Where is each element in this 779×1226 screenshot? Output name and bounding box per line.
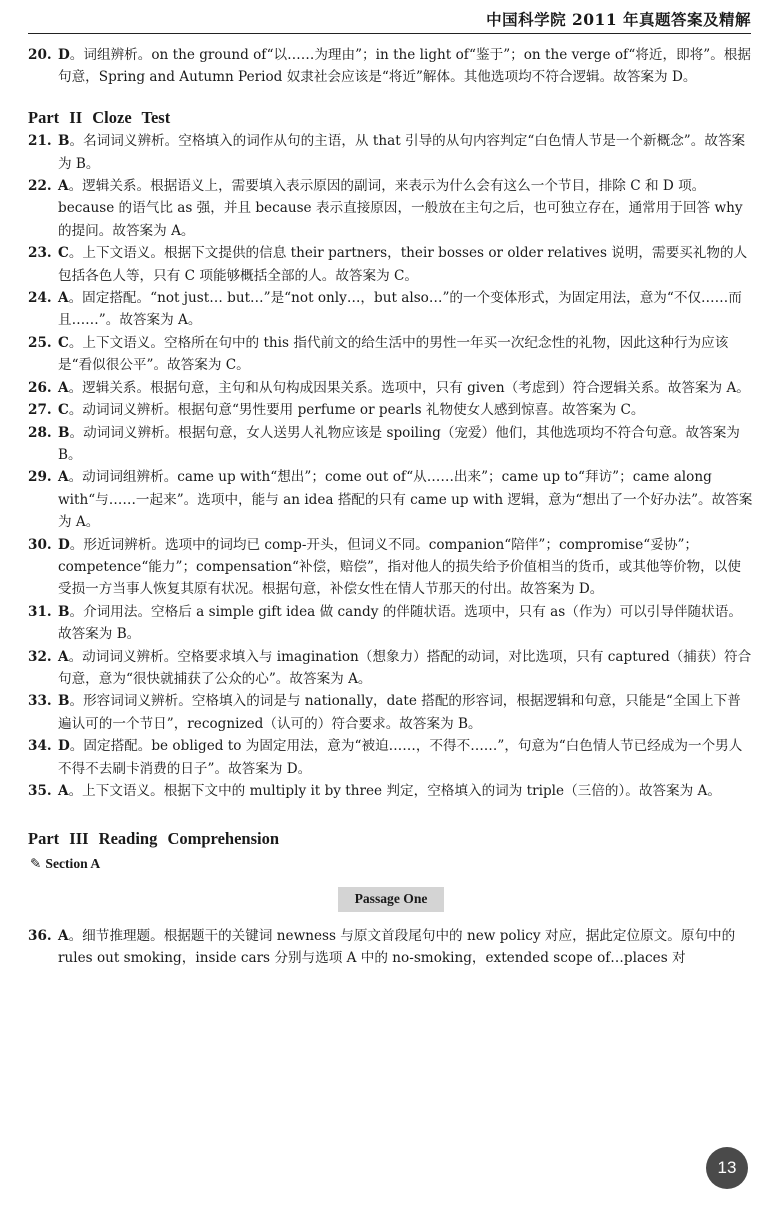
item-number: 22.: [28, 178, 52, 195]
item-explanation: 。固定搭配。be obliged to 为固定用法，意为“被迫……，不得不……”，句意为“白色情人节已经成为一个男人不得不去刷卡消费的日子”。故答案为 D。: [58, 738, 743, 777]
item-answer-letter: A: [58, 290, 69, 307]
answer-item: [28, 925, 754, 970]
answer-item: [28, 175, 754, 242]
section-heading: [30, 853, 754, 875]
item-number: 30.: [28, 536, 52, 553]
item-answer-letter: B: [58, 693, 70, 710]
passage-label: Passage One: [338, 887, 445, 911]
part-heading-cloze: Part II Cloze Test: [28, 107, 171, 127]
header-title: 中国科学院 2011 年真题答案及精解: [486, 10, 751, 29]
item-explanation: 。细节推理题。根据题干的关键词 newness 与原文首段尾句中的 new policy 对应，据此定位原文。原句中的 rules out smoking，inside cars 分别与选项 A 中的 no-smoking，extended scope of…places 对: [58, 927, 736, 967]
answer-item: [28, 44, 754, 89]
item-answer-letter: A: [58, 379, 69, 396]
page-header: [0, 0, 779, 38]
item-number: 36.: [28, 927, 52, 944]
header-rule: [28, 33, 751, 34]
item-explanation: 。名词词义辨析。空格填入的词作从句的主语，从 that 引导的从句内容判定“白色情人节是一个新概念”。故答案为 B。: [58, 133, 746, 172]
item-explanation: 。逻辑关系。根据语义上，需要填入表示原因的副词，来表示为什么会有这么一个节目，排除 C 和 D 项。because 的语气比 as 强，并且 because 表示直接原因，一般放在主句之后，也可独立存在，通常用于回答 why 的提问。故答案为 A。: [58, 178, 743, 239]
item-number: 31.: [28, 603, 52, 620]
page-content: [28, 44, 754, 969]
answer-item: [28, 422, 754, 467]
item-number: 34.: [28, 738, 52, 755]
item-explanation: 。上下文语义。根据下文中的 multiply it by three 判定，空格填入的词为 triple（三倍的）。故答案为 A。: [68, 783, 721, 799]
item-answer-letter: B: [58, 424, 70, 441]
item-answer-letter: C: [58, 402, 69, 419]
item-answer-letter: A: [58, 783, 69, 799]
answer-item: [28, 735, 754, 780]
item-number: 23.: [28, 245, 52, 262]
pen-icon: ✎: [30, 855, 42, 871]
item-number: 35.: [28, 783, 52, 799]
item-answer-letter: C: [58, 334, 69, 351]
item-answer-letter: D: [58, 738, 70, 755]
item-answer-letter: A: [58, 648, 69, 665]
item-number: 24.: [28, 290, 52, 307]
item-explanation: 。形容词词义辨析。空格填入的词是与 nationally，date 搭配的形容词，根据逻辑和句意，只能是“全国上下普遍认可的一个节日”，recognized（认可的）符合要求。故答案为 B。: [58, 693, 741, 732]
item-explanation: 。词组辨析。on the ground of“以……为理由”；in the light of“鉴于”；on the verge of“将近，即将”。根据句意，Spring and Autumn Period 奴隶社会应该是“将近”解体。其他选项均不符合逻辑。故答案为 D。: [58, 47, 751, 86]
item-explanation: 。上下文语义。根据下文提供的信息 their partners，their bosses or older relatives 说明，需要买礼物的人包括各色人等，只有 C 项能够概括全部的人。故答案为 C。: [58, 245, 748, 284]
part-heading-reading: Part III Reading Comprehension: [28, 829, 280, 849]
answer-item: [28, 242, 754, 287]
answer-item: [28, 287, 754, 332]
answer-item: [28, 332, 754, 377]
item-explanation: 。逻辑关系。根据句意，主句和从句构成因果关系。选项中，只有 given（考虑到）符合逻辑关系。故答案为 A。: [68, 379, 750, 396]
item-answer-letter: C: [58, 245, 69, 262]
item-explanation: 。动词词义辨析。根据句意“男性要用 perfume or pearls 礼物使女人感到惊喜。故答案为 C。: [68, 402, 645, 419]
item-number: 21.: [28, 133, 52, 150]
item-answer-letter: D: [58, 47, 70, 63]
item-explanation: 。形近词辨析。选项中的词均已 comp-开头，但词义不同。companion“陪伴”；compromise“妥协”；competence“能力”；compensation“补偿，赔偿”，指对他人的损失给予价值相当的货币，或其他等价物，以使受损一方当事人恢复其原有状况。根据句意，补偿女性在情人节那天的付出。故答案为 D。: [58, 536, 741, 598]
item-answer-letter: A: [58, 927, 69, 944]
item-number: 26.: [28, 379, 52, 396]
item-number: 27.: [28, 402, 52, 419]
answer-item: [28, 646, 754, 691]
item-explanation: 。动词词义辨析。空格要求填入与 imagination（想象力）搭配的动词，对比选项，只有 captured（捕获）符合句意，意为“很快就捕获了公众的心”。故答案为 A。: [58, 648, 752, 687]
answer-list-top: [28, 44, 754, 89]
item-number: 20.: [28, 47, 52, 63]
item-number: 32.: [28, 648, 52, 665]
item-number: 25.: [28, 334, 52, 351]
answer-item: [28, 534, 754, 601]
item-number: 33.: [28, 693, 52, 710]
section-label: Section A: [45, 855, 101, 871]
answer-item: [28, 690, 754, 735]
item-explanation: 。上下文语义。空格所在句中的 this 指代前文的给生活中的男性一年买一次纪念性的礼物，因此这种行为应该是“看似很公平”。故答案为 C。: [58, 334, 729, 374]
answer-list-reading: [28, 925, 754, 970]
item-explanation: 。动词词组辨析。came up with“想出”；come out of“从……出来”；came up to“拜访”；came along with“与……一起来”。选项中，能与 an idea 搭配的只有 came up with 逻辑，意为“想出了一个好办法”。故答案为 A。: [58, 469, 753, 531]
answer-item: [28, 130, 754, 175]
item-answer-letter: A: [58, 178, 69, 195]
item-answer-letter: D: [58, 536, 70, 553]
answer-item: [28, 399, 754, 421]
item-answer-letter: A: [58, 469, 69, 486]
answer-item: [28, 601, 754, 646]
item-number: 28.: [28, 424, 52, 441]
answer-list-cloze: [28, 130, 754, 802]
answer-item: [28, 466, 754, 533]
answer-item: [28, 780, 754, 802]
item-explanation: 。动词词义辨析。根据句意，女人送男人礼物应该是 spoiling（宠爱）他们，其他选项均不符合句意。故答案为 B。: [58, 424, 740, 463]
item-explanation: 。介词用法。空格后 a simple gift idea 做 candy 的伴随状语。选项中，只有 as（作为）可以引导伴随状语。故答案为 B。: [58, 603, 742, 643]
answer-item: [28, 377, 754, 399]
page-number-badge: 13: [706, 1147, 748, 1189]
item-answer-letter: B: [58, 133, 70, 150]
item-number: 29.: [28, 469, 52, 486]
item-explanation: 。固定搭配。“not just… but…”是“not only…，but also…”的一个变体形式，为固定用法，意为“不仅……而且……”。故答案为 A。: [58, 290, 742, 329]
item-answer-letter: B: [58, 603, 70, 620]
